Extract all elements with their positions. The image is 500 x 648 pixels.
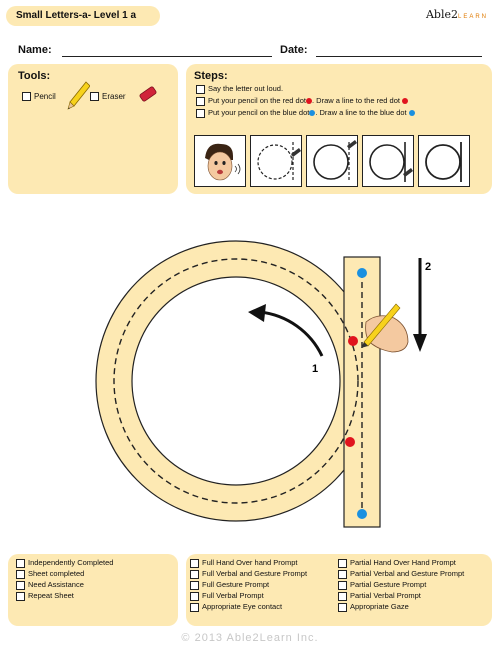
checkbox[interactable] (190, 581, 199, 590)
checklist-label: Full Hand Over hand Prompt (202, 558, 298, 567)
checklist-item (190, 580, 269, 590)
blue-end-dot[interactable] (357, 509, 367, 519)
checkbox[interactable] (190, 559, 199, 568)
checklist-item (190, 558, 297, 568)
checklist-label: Need Assistance (28, 580, 84, 589)
red-end-dot[interactable] (345, 437, 355, 447)
checklist-label: Partial Gesture Prompt (350, 580, 427, 589)
arrow-2-head-icon (413, 334, 427, 352)
checklist-item (338, 602, 409, 612)
checklist-label: Appropriate Gaze (350, 602, 409, 611)
checklist-item (338, 591, 421, 601)
checklist-item (16, 569, 84, 579)
checklist-label: Partial Verbal and Gesture Prompt (350, 569, 465, 578)
checkbox[interactable] (16, 592, 25, 601)
prompt-panel (186, 554, 492, 626)
eraser-label: Eraser (102, 92, 126, 101)
checklist-item (338, 558, 456, 568)
checkbox[interactable] (190, 570, 199, 579)
checkbox[interactable] (190, 603, 199, 612)
completion-panel (8, 554, 178, 626)
step-2-text-b: . Draw a line to the red dot (311, 96, 400, 105)
step-2-text-a: Put your pencil on the red dot (208, 96, 306, 105)
step-3-text-a: Put your pencil on the blue dot (208, 108, 310, 117)
checklist-item (16, 558, 113, 568)
checkbox[interactable] (338, 559, 347, 568)
checklist-label: Partial Verbal Prompt (350, 591, 421, 600)
checklist-item (190, 591, 264, 601)
checkbox[interactable] (338, 603, 347, 612)
step-1-text: Say the letter out loud. (208, 84, 284, 93)
checklist-label: Appropriate Eye contact (202, 602, 283, 611)
checkbox[interactable] (338, 570, 347, 579)
step-3-text-b: . Draw a line to the blue dot (315, 108, 407, 117)
checklist-item (190, 569, 307, 579)
date-label: Date: (280, 44, 308, 56)
checklist-item (16, 580, 84, 590)
pencil-label: Pencil (34, 92, 56, 101)
checkbox[interactable] (338, 581, 347, 590)
checklist-item (338, 580, 426, 590)
arrow-2-label: 2 (425, 261, 432, 273)
checklist-label: Full Gesture Prompt (202, 580, 270, 589)
checklist-label: Partial Hand Over Hand Prompt (350, 558, 456, 567)
checklist-label: Full Verbal and Gesture Prompt (202, 569, 308, 578)
checkbox[interactable] (16, 559, 25, 568)
checkbox[interactable] (190, 592, 199, 601)
name-label: Name: (18, 44, 52, 56)
checklist-item (338, 569, 464, 579)
letter-a-inner-hole (132, 277, 340, 485)
arrow-1-label: 1 (312, 363, 319, 375)
worksheet-title: Small Letters-a- Level 1 a (16, 10, 137, 21)
steps-title: Steps: (194, 70, 228, 82)
checklist-item (16, 591, 74, 601)
red-start-dot[interactable] (348, 336, 358, 346)
checkbox[interactable] (16, 581, 25, 590)
checklist-item (190, 602, 282, 612)
copyright-footer: © 2013 Able2Learn Inc. (181, 632, 319, 644)
checklist-label: Full Verbal Prompt (202, 591, 264, 600)
logo-main-text: Able2 (425, 8, 458, 21)
logo-sub-text: LEARN (457, 14, 488, 20)
tools-title: Tools: (18, 70, 51, 82)
checklist-label: Repeat Sheet (28, 591, 74, 600)
checkbox[interactable] (338, 592, 347, 601)
checkbox[interactable] (16, 570, 25, 579)
blue-start-dot[interactable] (357, 268, 367, 278)
checklist-label: Sheet completed (28, 569, 85, 578)
checklist-label: Independently Completed (28, 558, 114, 567)
